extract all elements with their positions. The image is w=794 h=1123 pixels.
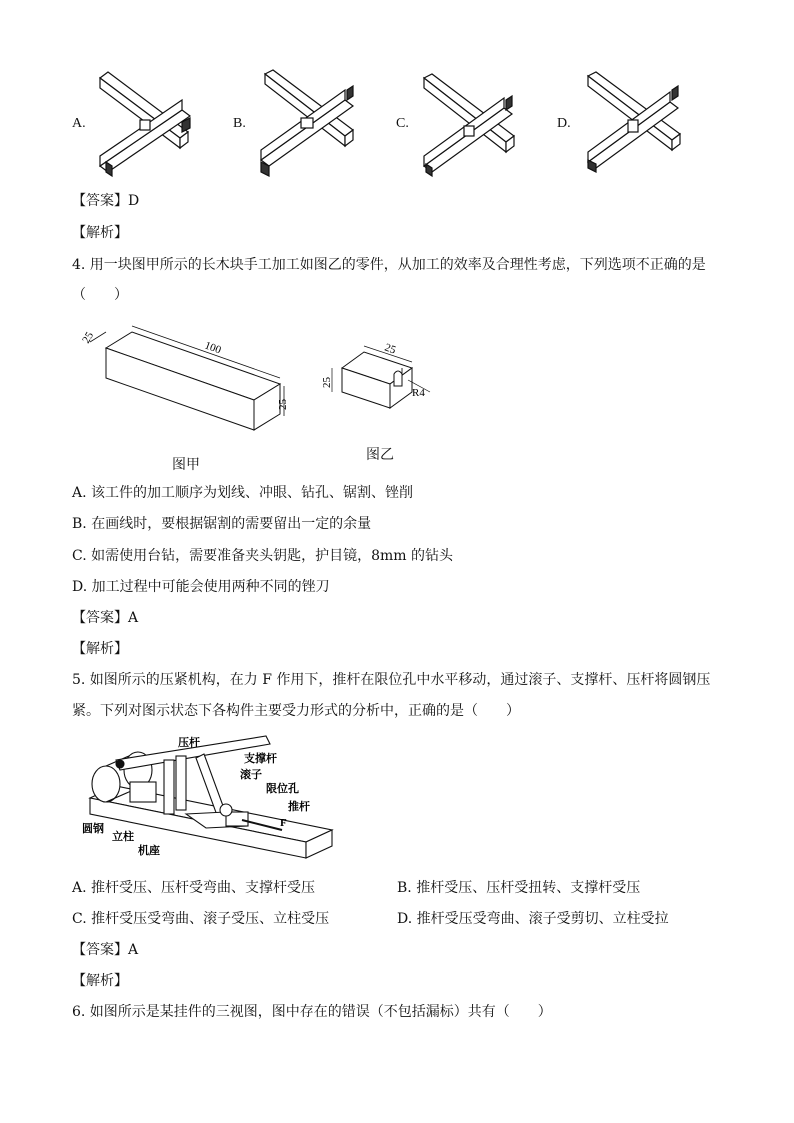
q5-option-a: A. 推杆受压、压杆受弯曲、支撑杆受压 bbox=[72, 880, 316, 896]
q4-jia-dim-top: 100 bbox=[202, 339, 223, 357]
q4-yi-dim-top: 25 bbox=[382, 341, 398, 357]
q4-jia-dim-left: 25 bbox=[80, 329, 97, 346]
q3-option-a-label: A. bbox=[72, 116, 86, 131]
q3-option-b-figure bbox=[255, 66, 365, 178]
q3-option-d-figure bbox=[580, 68, 692, 178]
q5-label-yagan: 压杆 bbox=[178, 737, 200, 749]
q5-label-yuangang: 圆钢 bbox=[82, 823, 104, 835]
q5-option-b: B. 推杆受压、压杆受扭转、支撑杆受压 bbox=[397, 880, 641, 896]
q4-option-b: B. 在画线时，要根据锯割的需要留出一定的余量 bbox=[72, 516, 372, 532]
q5-stem-line2: 紧。下列对图示状态下各构件主要受力形式的分析中，正确的是（ ） bbox=[72, 703, 520, 719]
q5-label-lizhu: 立柱 bbox=[112, 831, 134, 843]
q4-stem-line2: （ ） bbox=[72, 287, 128, 303]
q5-analysis: 【解析】 bbox=[72, 973, 128, 989]
q3-analysis: 【解析】 bbox=[72, 225, 128, 241]
q5-label-xianweikong: 限位孔 bbox=[266, 783, 299, 795]
q3-option-b-label: B. bbox=[233, 116, 246, 131]
q5-option-d: D. 推杆受压受弯曲、滚子受剪切、立柱受拉 bbox=[397, 911, 669, 927]
q4-stem-line1: 4. 用一块图甲所示的长木块手工加工如图乙的零件，从加工的效率及合理性考虑，下列选项不正确的是 bbox=[72, 257, 706, 273]
q5-answer: 【答案】A bbox=[72, 942, 139, 958]
q4-answer: 【答案】A bbox=[72, 610, 139, 626]
q4-analysis: 【解析】 bbox=[72, 641, 128, 657]
q4-figure-jia bbox=[80, 324, 314, 434]
q5-label-jizuo: 机座 bbox=[138, 845, 160, 857]
q6-stem: 6. 如图所示是某挂件的三视图，图中存在的错误（不包括漏标）共有（ ） bbox=[72, 1004, 552, 1020]
q4-yi-radius: R4 bbox=[412, 387, 425, 399]
q3-option-a-figure bbox=[90, 66, 200, 178]
q5-stem-line1: 5. 如图所示的压紧机构，在力 F 作用下，推杆在限位孔中水平移动，通过滚子、支撑杆、压杆将圆钢压 bbox=[72, 672, 711, 688]
q4-figure-yi-caption: 图乙 bbox=[366, 447, 394, 463]
q5-label-force: F bbox=[280, 817, 287, 829]
q4-figure-yi bbox=[320, 334, 440, 416]
q4-figure-jia-caption: 图甲 bbox=[172, 457, 200, 473]
q4-yi-dim-left: 25 bbox=[321, 377, 333, 388]
q5-label-tuigan: 推杆 bbox=[288, 801, 310, 813]
q5-label-zhichenggan: 支撑杆 bbox=[244, 753, 277, 765]
q5-option-c: C. 推杆受压受弯曲、滚子受压、立柱受压 bbox=[72, 911, 330, 927]
q4-option-d: D. 加工过程中可能会使用两种不同的锉刀 bbox=[72, 579, 330, 595]
q4-jia-dim-right: 25 bbox=[277, 399, 289, 410]
q4-option-a: A. 该工件的加工顺序为划线、冲眼、钻孔、锯割、锉削 bbox=[72, 485, 414, 501]
q3-answer: 【答案】D bbox=[72, 193, 140, 209]
q5-label-gunzi: 滚子 bbox=[240, 769, 262, 781]
q3-option-d-label: D. bbox=[557, 116, 571, 131]
q5-mechanism-figure bbox=[76, 730, 346, 870]
q4-option-c: C. 如需使用台钻，需要准备夹头钥匙，护目镜，8mm 的钻头 bbox=[72, 548, 454, 564]
q3-option-c-figure bbox=[416, 70, 526, 178]
q3-option-c-label: C. bbox=[396, 116, 409, 131]
